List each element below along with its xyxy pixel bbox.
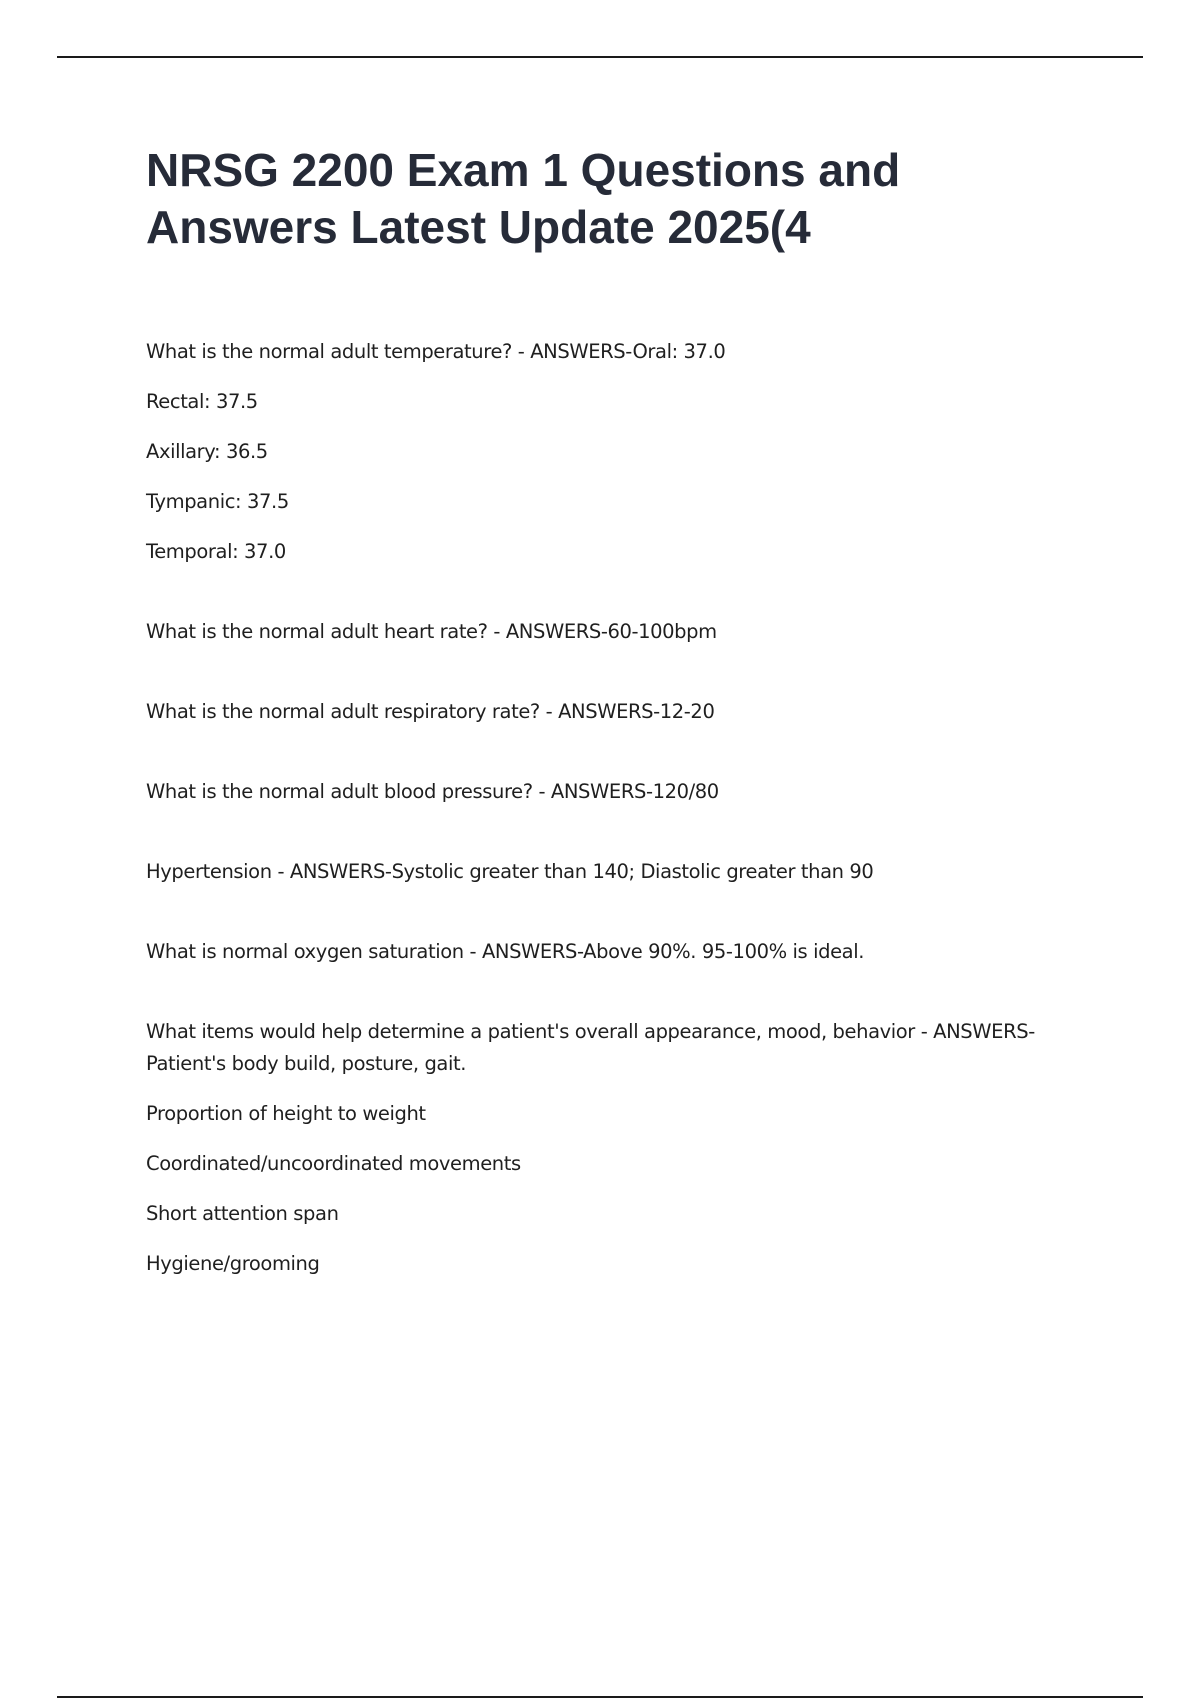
qa-question-line: What is the normal adult blood pressure? - ANSWERS-120/80 xyxy=(146,780,719,803)
qa-answer-line: Short attention span xyxy=(146,1202,339,1225)
qa-answer-line: Axillary: 36.5 xyxy=(146,440,268,463)
qa-blood-pressure xyxy=(146,776,1086,808)
qa-answer-line: Temporal: 37.0 xyxy=(146,540,286,563)
qa-appearance xyxy=(146,1016,1086,1280)
qa-question-line: Hypertension - ANSWERS-Systolic greater than 140; Diastolic greater than 90 xyxy=(146,860,874,883)
document-title: NRSG 2200 Exam 1 Questions and Answers Latest Update 2025(4 xyxy=(146,144,901,253)
header-rule xyxy=(57,56,1143,58)
document-body xyxy=(146,142,1086,1328)
qa-oxygen-saturation xyxy=(146,936,1086,968)
qa-answer-line: Coordinated/uncoordinated movements xyxy=(146,1152,521,1175)
qa-question-line: What is the normal adult heart rate? - ANSWERS-60-100bpm xyxy=(146,620,717,643)
qa-question-line: What items would help determine a patient's overall appearance, mood, behavior - ANSWERS-Patient's body build, posture, gait. xyxy=(146,1020,1035,1075)
qa-question-line: What is the normal adult respiratory rate? - ANSWERS-12-20 xyxy=(146,700,715,723)
qa-answer-line: Hygiene/grooming xyxy=(146,1252,320,1275)
qa-temperature xyxy=(146,336,1086,568)
qa-list xyxy=(146,336,1086,1280)
qa-answer-line: Proportion of height to weight xyxy=(146,1102,426,1125)
qa-respiratory-rate xyxy=(146,696,1086,728)
qa-question-line: What is the normal adult temperature? - ANSWERS-Oral: 37.0 xyxy=(146,340,726,363)
qa-answer-line: Tympanic: 37.5 xyxy=(146,490,289,513)
qa-answer-line: Rectal: 37.5 xyxy=(146,390,258,413)
qa-hypertension xyxy=(146,856,1086,888)
qa-heart-rate xyxy=(146,616,1086,648)
qa-question-line: What is normal oxygen saturation - ANSWERS-Above 90%. 95-100% is ideal. xyxy=(146,940,865,963)
footer-rule xyxy=(57,1696,1143,1698)
